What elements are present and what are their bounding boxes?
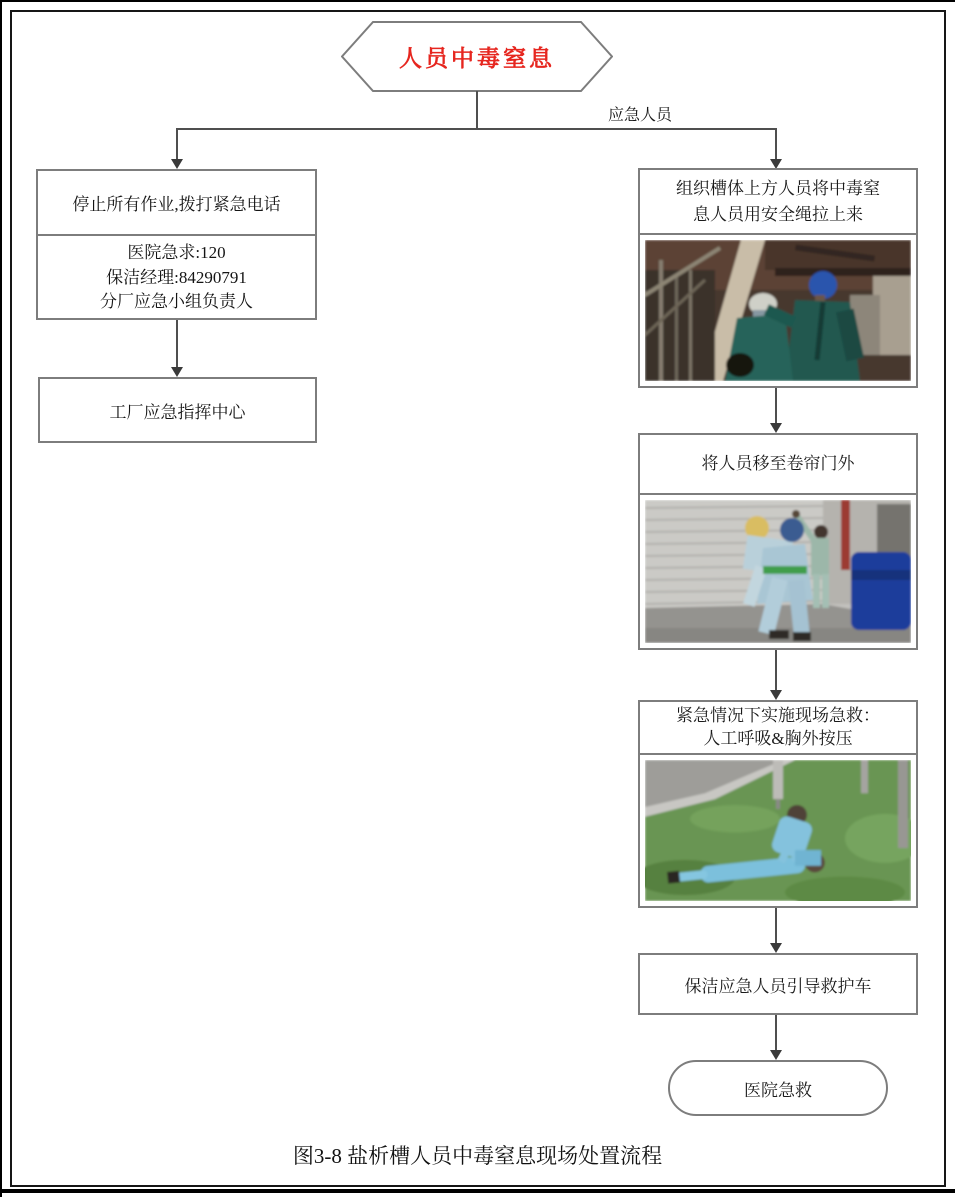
step1-line1: 组织槽体上方人员将中毒窒 bbox=[676, 179, 880, 198]
step1-line2: 息人员用安全绳拉上来 bbox=[693, 204, 863, 224]
step1-label bbox=[640, 170, 916, 235]
page-edge-bottom bbox=[0, 1189, 955, 1193]
connector-right-2 bbox=[775, 388, 777, 424]
photo-rope-rescue bbox=[640, 235, 916, 386]
step2-label bbox=[640, 435, 916, 495]
arrowhead-left-2 bbox=[171, 367, 183, 377]
photo-cpr bbox=[640, 755, 916, 906]
figure-caption: 图3-8 盐析槽人员中毒窒息现场处置流程 bbox=[292, 1144, 663, 1168]
command-center-label: 工厂应急指挥中心 bbox=[109, 402, 246, 422]
step1-box bbox=[638, 168, 918, 388]
emergency-contacts bbox=[38, 236, 315, 320]
photo-carry-out bbox=[640, 495, 916, 648]
connector-right-drop bbox=[775, 128, 777, 159]
contact-hospital: 医院急求:120 bbox=[127, 243, 226, 263]
command-center-box bbox=[38, 377, 317, 443]
step4-label: 保洁应急人员引导救护车 bbox=[684, 976, 872, 996]
contact-manager: 保洁经理:84290791 bbox=[106, 267, 247, 287]
page-edge-left bbox=[0, 0, 2, 1197]
connector-left-2 bbox=[176, 320, 178, 367]
connector-right-3 bbox=[775, 650, 777, 691]
connector-right-4 bbox=[775, 908, 777, 944]
connector-branch-horizontal bbox=[177, 128, 777, 130]
arrowhead-right-3 bbox=[770, 690, 782, 700]
arrowhead-right-2 bbox=[770, 423, 782, 433]
step3-label bbox=[640, 702, 916, 755]
arrowhead-left-drop bbox=[171, 159, 183, 169]
connector-left-drop bbox=[176, 128, 178, 159]
arrowhead-right-5 bbox=[770, 1050, 782, 1060]
end-node-label: 医院急救 bbox=[744, 1080, 812, 1100]
step4-box bbox=[638, 953, 918, 1015]
step2-line1: 将人员移至卷帘门外 bbox=[701, 454, 855, 474]
arrowhead-right-4 bbox=[770, 943, 782, 953]
end-node bbox=[668, 1060, 888, 1116]
page-edge-top bbox=[0, 0, 955, 2]
start-node bbox=[341, 21, 613, 92]
step2-box bbox=[638, 433, 918, 650]
stop-work-box bbox=[36, 169, 317, 320]
branch-label: 应急人员 bbox=[608, 107, 673, 124]
start-node-label: 人员中毒窒息 bbox=[399, 46, 555, 71]
step3-line1: 紧急情况下实施现场急救： bbox=[676, 705, 880, 725]
step3-line2: 人工呼吸&胸外按压 bbox=[703, 728, 853, 748]
connector-stem bbox=[476, 91, 478, 129]
contact-team-leader: 分厂应急小组负责人 bbox=[100, 292, 253, 312]
step3-box bbox=[638, 700, 918, 908]
stop-work-title: 停止所有作业,拨打紧急电话 bbox=[38, 171, 315, 236]
connector-right-5 bbox=[775, 1015, 777, 1051]
